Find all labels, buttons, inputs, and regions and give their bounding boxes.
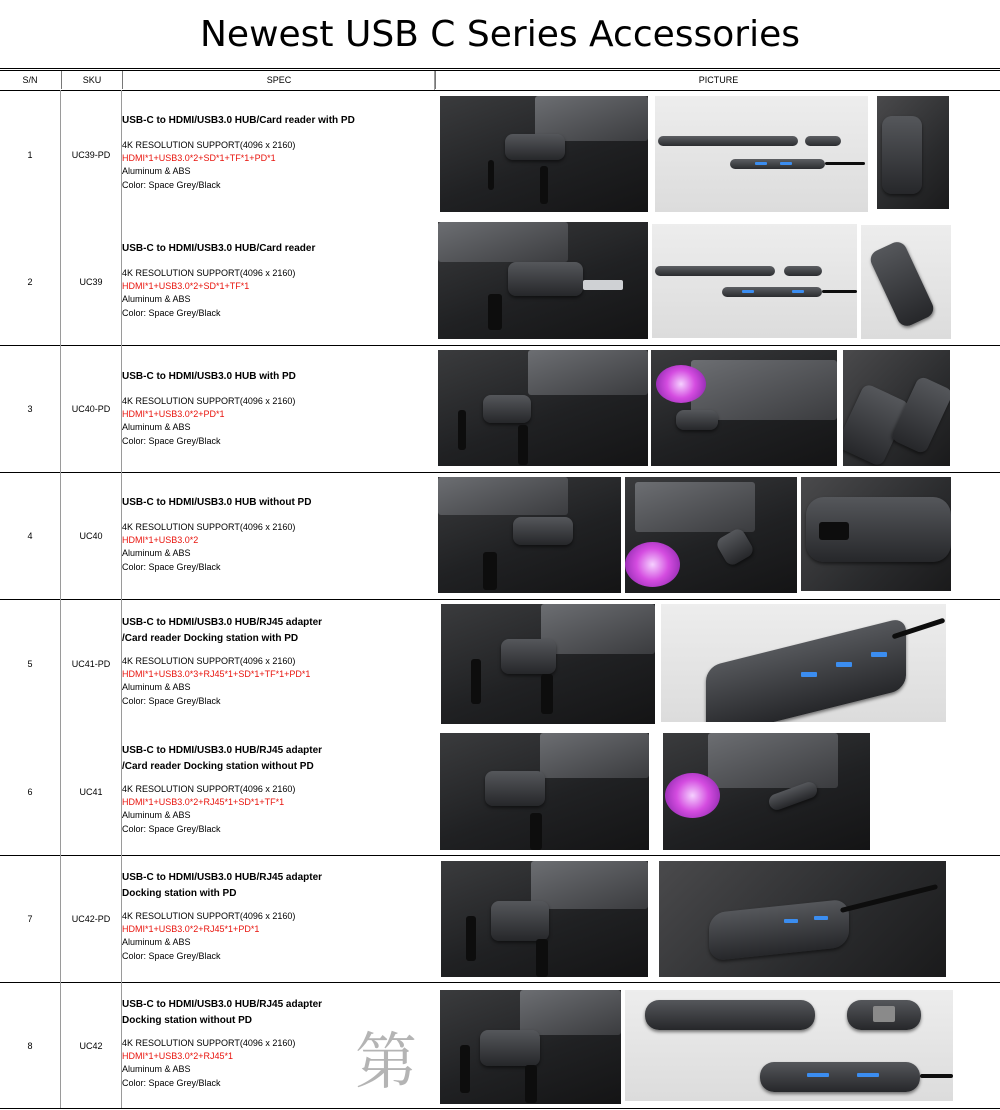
row-sn: 4	[27, 531, 33, 541]
spec-heading: USB-C to HDMI/USB3.0 HUB/RJ45 adapter	[122, 617, 323, 628]
table-divider	[434, 71, 435, 90]
spec-heading: USB-C to HDMI/USB3.0 HUB without PD	[122, 497, 312, 508]
spec-ports: HDMI*1+USB3.0*2+PD*1	[122, 409, 225, 420]
product-photo	[438, 350, 648, 466]
product-photo	[652, 224, 857, 338]
row-spec	[122, 113, 432, 192]
product-photo	[440, 96, 648, 212]
row-spec	[122, 241, 432, 320]
row-sn: 7	[27, 914, 33, 924]
table-rule	[0, 599, 1000, 600]
product-photo	[663, 733, 870, 850]
spec-color: Color: Space Grey/Black	[122, 1077, 221, 1088]
spec-ports: HDMI*1+USB3.0*2+SD*1+TF*1	[122, 281, 250, 292]
product-photo	[441, 604, 655, 724]
row-sn: 2	[27, 277, 33, 287]
spec-ports: HDMI*1+USB3.0*2+RJ45*1+PD*1	[122, 924, 260, 935]
spec-resolution: 4K RESOLUTION SUPPORT(4096 x 2160)	[122, 268, 296, 278]
spec-material: Aluminum & ABS	[122, 548, 191, 559]
row-sn: 8	[27, 1040, 33, 1051]
spec-heading: USB-C to HDMI/USB3.0 HUB with PD	[122, 371, 296, 382]
row-sn: 3	[27, 404, 33, 414]
spec-ports: HDMI*1+USB3.0*2+RJ45*1+SD*1+TF*1	[122, 797, 285, 808]
row-sku: UC42-PD	[71, 914, 111, 924]
spec-ports: HDMI*1+USB3.0*2+RJ45*1	[122, 1051, 234, 1062]
spec-heading: USB-C to HDMI/USB3.0 HUB/RJ45 adapter	[122, 872, 323, 883]
spec-heading: Docking station with PD	[122, 888, 237, 899]
row-sn: 5	[27, 658, 33, 669]
spec-ports: HDMI*1+USB3.0*2+SD*1+TF*1+PD*1	[122, 153, 276, 164]
spec-resolution: 4K RESOLUTION SUPPORT(4096 x 2160)	[122, 656, 296, 666]
product-photo	[440, 990, 621, 1104]
spec-heading: USB-C to HDMI/USB3.0 HUB/RJ45 adapter	[122, 745, 323, 756]
table-rule	[0, 855, 1000, 856]
product-photo	[438, 222, 648, 339]
column-header-sku: SKU	[61, 71, 122, 89]
spec-color: Color: Space Grey/Black	[122, 307, 221, 318]
product-photo	[659, 861, 946, 977]
table-rule	[0, 70, 1000, 71]
product-photo	[877, 96, 949, 209]
product-photo	[843, 350, 950, 466]
page-title: Newest USB C Series Accessories	[0, 0, 1000, 69]
spec-material: Aluminum & ABS	[122, 1064, 191, 1075]
spec-color: Color: Space Grey/Black	[122, 695, 221, 706]
spec-heading: USB-C to HDMI/USB3.0 HUB/Card reader	[122, 243, 316, 254]
product-photo	[438, 477, 621, 593]
spec-color: Color: Space Grey/Black	[122, 823, 221, 834]
column-header-sn: S/N	[22, 75, 38, 85]
spec-ports: HDMI*1+USB3.0*3+RJ45*1+SD*1+TF*1+PD*1	[122, 669, 311, 680]
row-spec	[122, 369, 432, 448]
spec-ports: HDMI*1+USB3.0*2	[122, 535, 199, 546]
product-photo	[625, 477, 797, 593]
column-header-picture: PICTURE	[435, 71, 1000, 89]
spec-resolution: 4K RESOLUTION SUPPORT(4096 x 2160)	[122, 140, 296, 150]
spec-color: Color: Space Grey/Black	[122, 179, 221, 190]
spec-material: Aluminum & ABS	[122, 682, 191, 693]
product-photo	[440, 733, 649, 850]
product-photo	[625, 990, 953, 1101]
spec-color: Color: Space Grey/Black	[122, 435, 221, 446]
row-sku: UC40	[79, 531, 103, 541]
spec-heading: /Card reader Docking station with PD	[122, 633, 299, 644]
spec-material: Aluminum & ABS	[122, 294, 191, 305]
watermark: 第	[355, 1025, 418, 1098]
product-photo	[655, 96, 868, 212]
spec-resolution: 4K RESOLUTION SUPPORT(4096 x 2160)	[122, 911, 296, 921]
spec-resolution: 4K RESOLUTION SUPPORT(4096 x 2160)	[122, 522, 296, 532]
product-photo	[861, 225, 951, 339]
column-header-spec: SPEC	[122, 71, 435, 89]
product-photo	[441, 861, 648, 977]
row-spec	[122, 870, 432, 963]
spec-resolution: 4K RESOLUTION SUPPORT(4096 x 2160)	[122, 396, 296, 406]
product-photo	[661, 604, 946, 722]
spec-heading: USB-C to HDMI/USB3.0 HUB/Card reader with PD	[122, 115, 355, 126]
table-rule	[0, 1108, 1000, 1109]
spec-material: Aluminum & ABS	[122, 166, 191, 177]
row-sku: UC39	[79, 277, 103, 287]
spec-color: Color: Space Grey/Black	[122, 561, 221, 572]
row-sn: 1	[27, 149, 33, 160]
spec-material: Aluminum & ABS	[122, 810, 191, 821]
spec-resolution: 4K RESOLUTION SUPPORT(4096 x 2160)	[122, 1038, 296, 1048]
spec-heading: USB-C to HDMI/USB3.0 HUB/RJ45 adapter	[122, 999, 323, 1010]
product-photo	[801, 477, 951, 591]
spec-material: Aluminum & ABS	[122, 937, 191, 948]
table-rule	[0, 90, 1000, 91]
product-photo	[651, 350, 837, 466]
spec-heading: /Card reader Docking station without PD	[122, 761, 314, 772]
row-spec	[122, 495, 432, 574]
row-sku: UC41	[79, 786, 103, 797]
table-rule	[0, 345, 1000, 346]
spec-color: Color: Space Grey/Black	[122, 950, 221, 961]
row-spec	[122, 615, 432, 708]
spec-resolution: 4K RESOLUTION SUPPORT(4096 x 2160)	[122, 784, 296, 794]
table-rule	[0, 472, 1000, 473]
row-sku: UC41-PD	[71, 658, 111, 669]
table-rule	[0, 982, 1000, 983]
row-sn: 6	[27, 786, 33, 797]
row-sku: UC40-PD	[71, 404, 111, 414]
spec-material: Aluminum & ABS	[122, 422, 191, 433]
row-sku: UC42	[79, 1040, 103, 1051]
row-sku: UC39-PD	[71, 149, 111, 160]
row-spec	[122, 743, 432, 836]
spec-heading: Docking station without PD	[122, 1015, 252, 1026]
